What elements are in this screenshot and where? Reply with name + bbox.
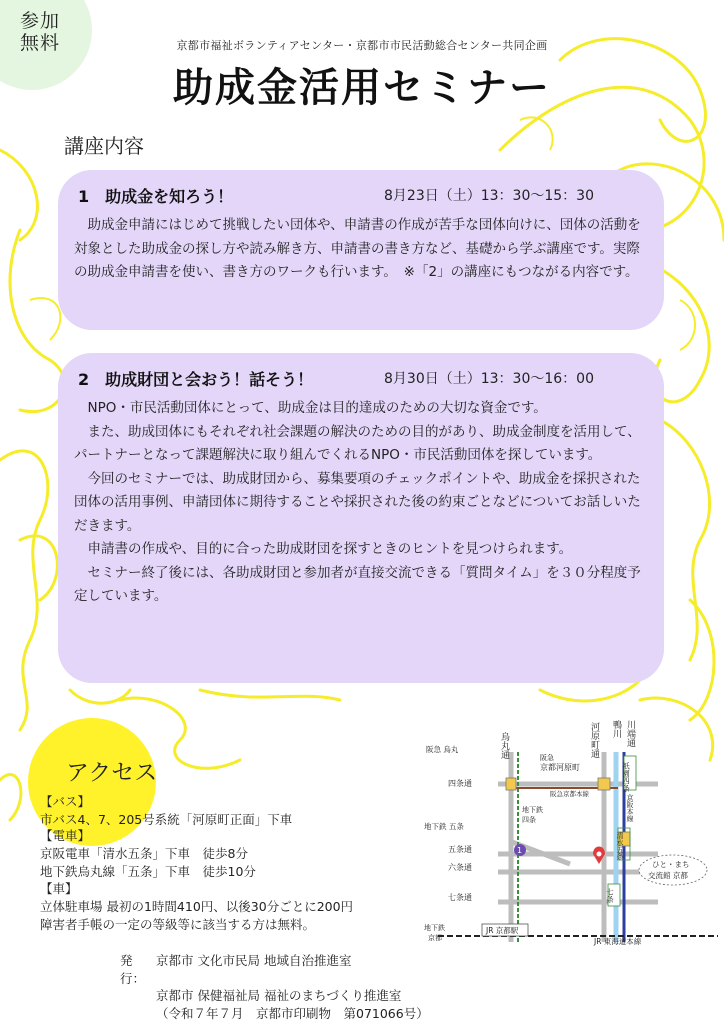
station-number: 1 <box>517 846 523 855</box>
course-1-date: 8月23日（土）13：30～15：30 <box>384 188 594 204</box>
car-label: 【車】 <box>40 881 78 896</box>
train-label: 【電車】 <box>40 828 91 843</box>
course-2-paragraph: セミナー終了後には、各助成財団と参加者が直接交流できる「質問タイム」を３０分程度予定しています。 <box>74 564 641 604</box>
map-subway-a: 地下鉄 <box>522 806 543 814</box>
access-title: アクセス <box>66 760 158 786</box>
course-1-title-text: 助成金を知ろう！ <box>105 187 234 206</box>
course-2-title <box>78 367 313 390</box>
map-hankyu-kawaramachi-b: 京都河原町 <box>540 763 580 772</box>
bus-label: 【バス】 <box>40 794 91 809</box>
course-1-paragraph: 助成金申請にはじめて挑戦したい団体や、申請書の作成が苦手な団体向けに、団体の活動を対象とした助成金の探し方や読み解き方、申請書の書き方など、基礎から学ぶ講座です。実際の助成金申請書を使い、書き方のワークも行います。 ※「2」の講座にもつながる内容です。 <box>74 217 641 280</box>
free-badge-line1: 参加 <box>20 10 61 32</box>
map-shichijo: 七条通 <box>448 893 472 902</box>
map-keihan-line: 京阪本線 <box>626 794 634 822</box>
map-kiyomizu-gojo: 清水五条 <box>616 832 624 860</box>
map-shijo: 四条通 <box>448 779 472 788</box>
car-line-2: 障害者手帳の一定の等級等に該当する方は無料。 <box>40 917 316 932</box>
train-line-2: 地下鉄烏丸線「五条」下車 徒歩10分 <box>40 864 256 879</box>
footer-line-3: （令和７年７月 京都市印刷物 第071066号） <box>156 1005 429 1021</box>
map-hankyu-karasuma: 阪急 烏丸 <box>426 745 459 754</box>
map-hankyu-line: 阪急京都本線 <box>550 790 589 798</box>
organizer-subtitle: 京都市福祉ボランティアセンター・京都市市民活動総合センター共同企画 <box>176 39 548 52</box>
course-2-number: 2 <box>78 370 90 389</box>
access-bus <box>40 793 292 829</box>
map-karasuma: 烏丸通 <box>499 732 509 759</box>
course-1-title <box>78 184 233 207</box>
car-line-1: 立体駐車場 最初の1時間410円、以後30分ごとに200円 <box>40 899 354 914</box>
map-jr-line: JR 東海道本線 <box>594 937 642 946</box>
map-kawabata: 川端通 <box>625 720 635 747</box>
map-subway-kyoto-a: 地下鉄 <box>424 924 445 932</box>
map-kawaramachi: 河原町通 <box>589 722 599 758</box>
access-car <box>40 880 353 934</box>
course-card-2 <box>58 353 664 683</box>
map-jr-kyoto: JR 京都駅 <box>486 926 519 935</box>
course-1-number: 1 <box>78 187 90 206</box>
course-2-title-text: 助成財団と会おう！話そう！ <box>105 370 314 389</box>
course-2-paragraph: 申請書の作成や、目的に合った助成財団を探すときのヒントを見つけられます。 <box>87 541 573 557</box>
course-2-paragraph: また、助成団体にもそれぞれ社会課題の解決のための目的があり、助成金制度を活用して、パートナーとなって課題解決に取り組んでくれるNPO・市民活動団体を探しています。 <box>74 423 641 463</box>
map-subway-kyoto-b: 京都 <box>428 934 442 942</box>
section-heading: 講座内容 <box>64 134 144 158</box>
map-subway-b: 四条 <box>522 816 536 824</box>
map-rokujo: 六条通 <box>448 863 472 872</box>
course-2-paragraph: 今回のセミナーでは、助成財団から、募集要項のチェックポイントや、助成金を採択された団体の活用事例、申請団体に期待することや採択された後の約束ごとなどについてお話しいただきます。 <box>74 470 641 534</box>
course-2-paragraph: NPO・市民活動団体にとって、助成金は目的達成のための大切な資金です。 <box>87 400 547 416</box>
footer-label: 発行： <box>120 953 146 986</box>
access-map <box>418 712 718 962</box>
page-title: 助成金活用セミナー <box>173 65 551 111</box>
map-gion-shijo: 祇園四条 <box>621 762 631 792</box>
bus-line: 市バス4、7、205号系統「河原町正面」下車 <box>40 812 293 827</box>
publisher-footer <box>120 952 429 1022</box>
footer-line-1: 京都市 文化市民局 地域自治推進室 <box>156 953 352 968</box>
map-kamogawa: 鴨川 <box>611 720 621 738</box>
map-venue-b: 交流館 京都 <box>648 871 688 880</box>
course-1-description <box>74 214 650 285</box>
map-gojo: 五条通 <box>448 845 472 854</box>
course-card-1 <box>58 170 664 330</box>
map-subway-gojo: 地下鉄 五条 <box>424 822 464 831</box>
footer-line-2: 京都市 保健福祉局 福祉のまちづくり推進室 <box>156 988 402 1003</box>
map-venue-a: ひと・まち <box>652 860 690 869</box>
map-shichijo-station: 七条 <box>605 888 615 903</box>
free-badge-line2: 無料 <box>20 32 61 54</box>
course-2-description <box>74 397 650 609</box>
map-hankyu-kawaramachi-a: 阪急 <box>540 754 554 762</box>
access-train <box>40 827 256 881</box>
course-2-date: 8月30日（土）13：30～16：00 <box>384 371 594 387</box>
train-line-1: 京阪電車「清水五条」下車 徒歩8分 <box>40 846 248 861</box>
